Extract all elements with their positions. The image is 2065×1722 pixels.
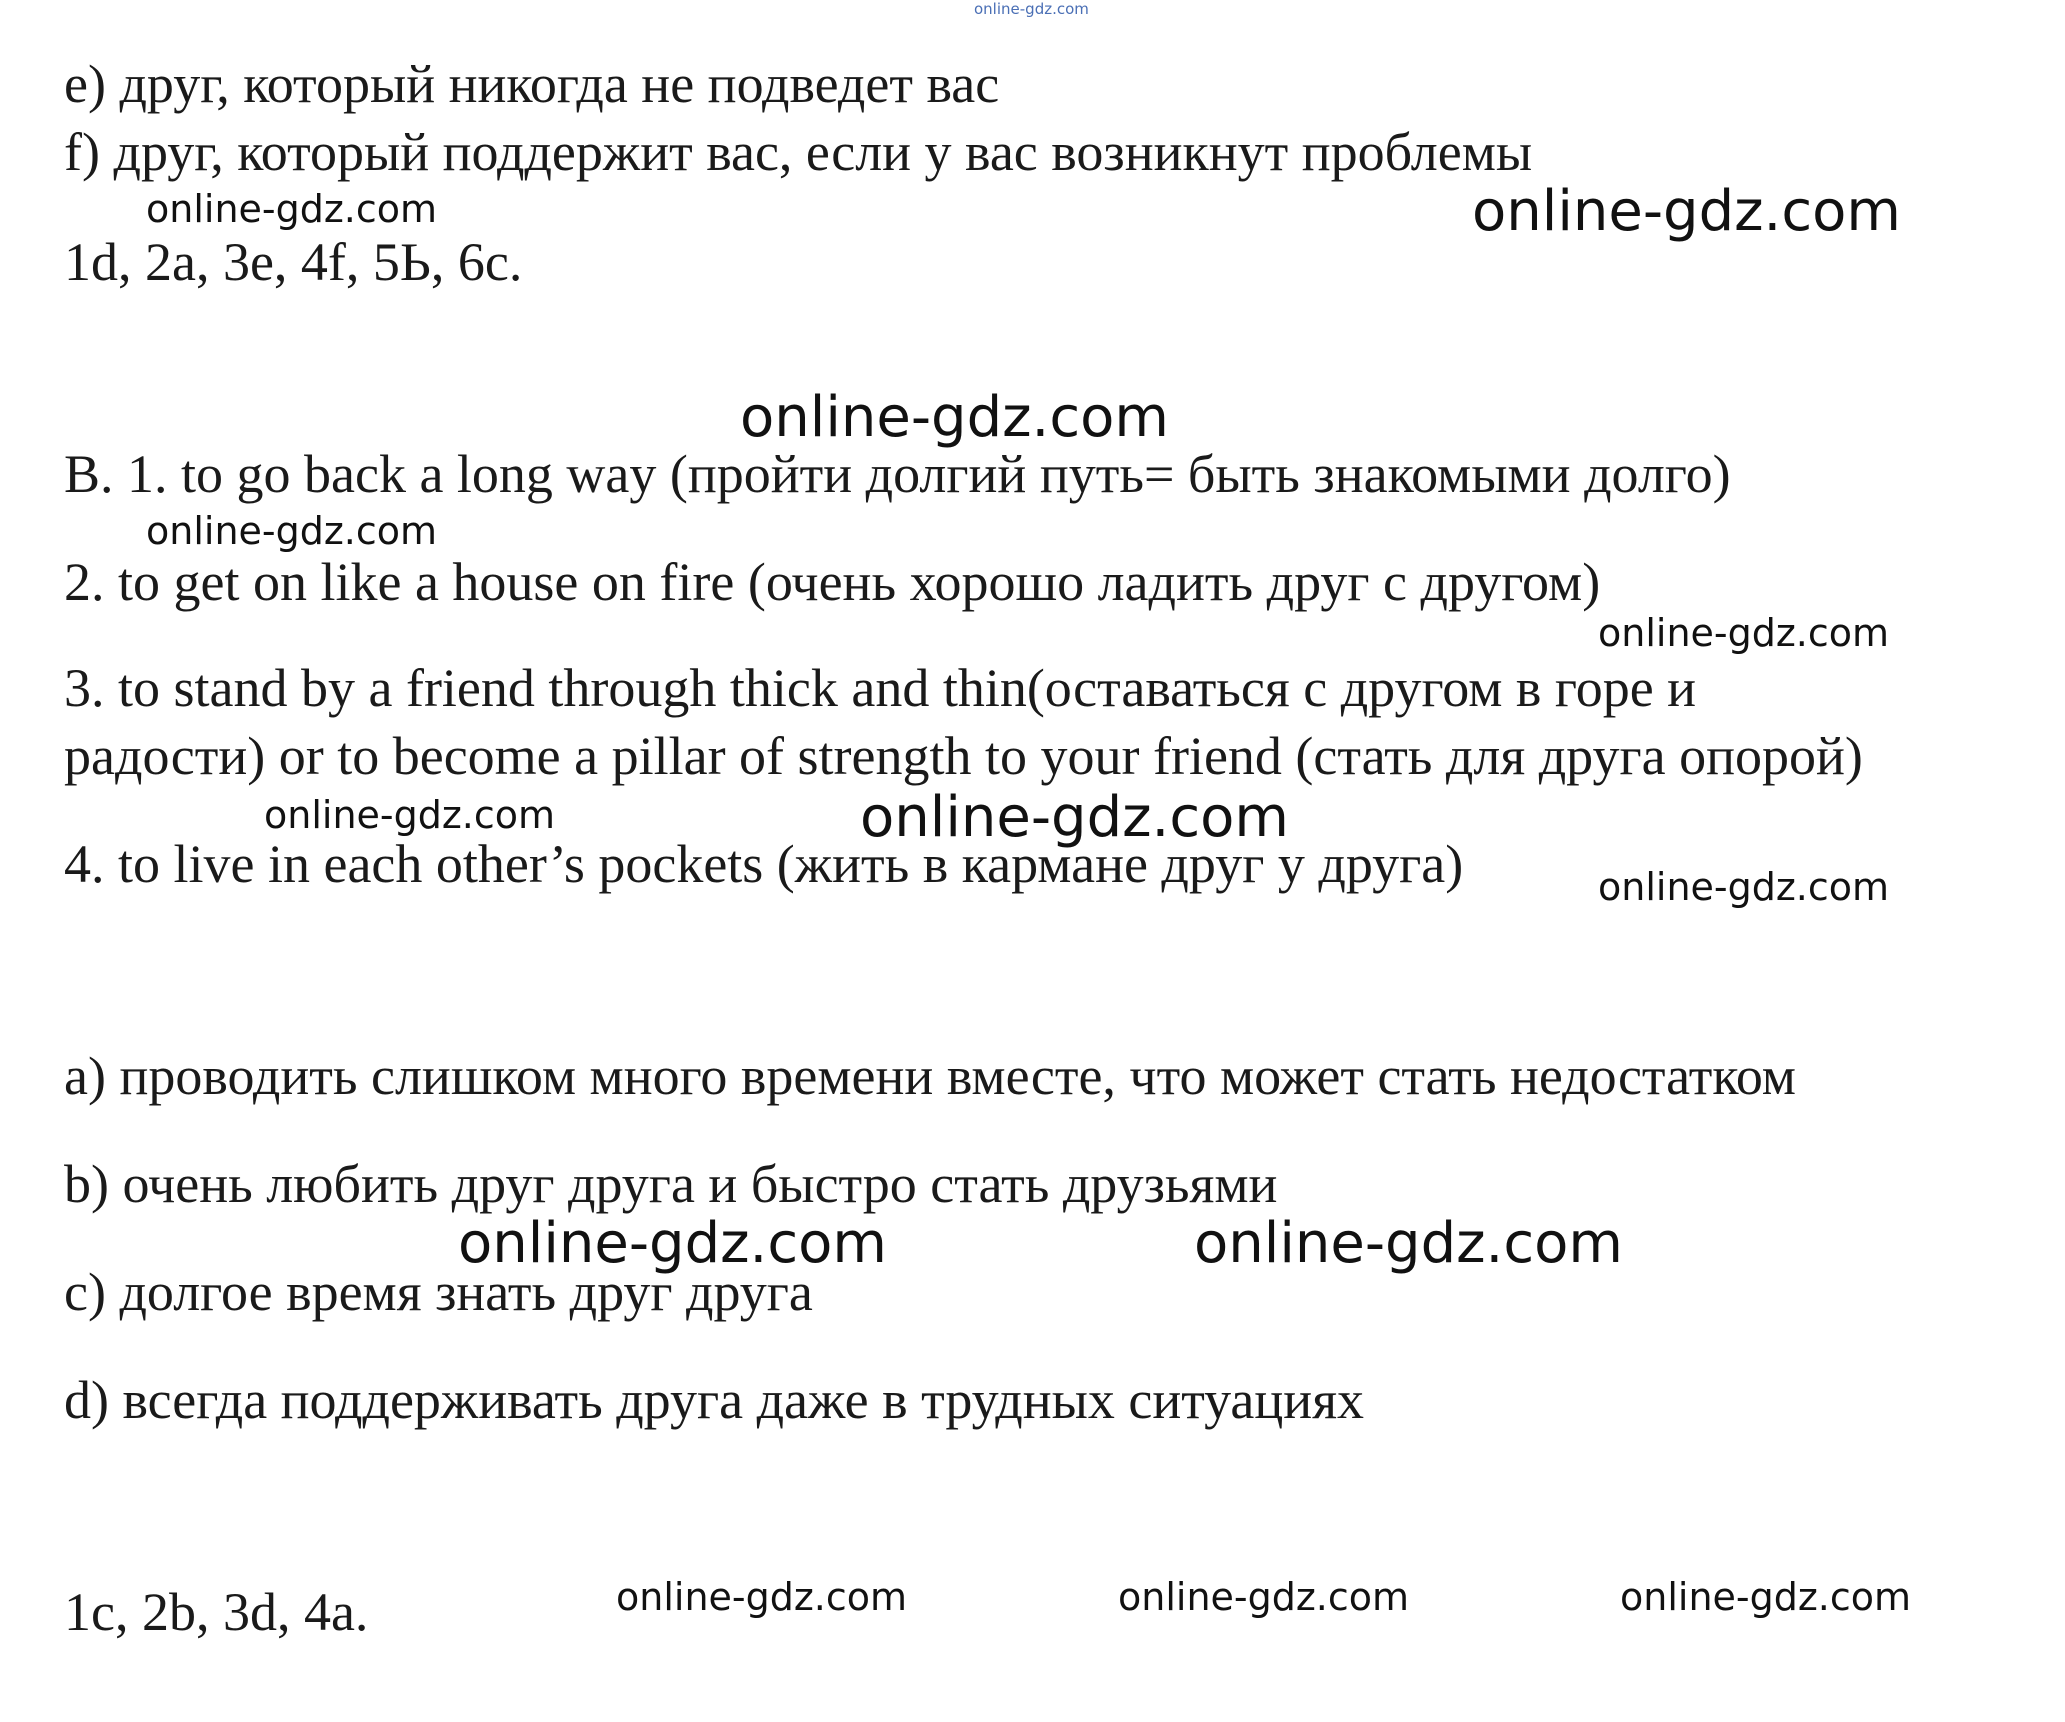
watermark: online-gdz.com bbox=[1598, 611, 1890, 655]
watermark: online-gdz.com bbox=[1620, 1575, 1912, 1619]
watermark: online-gdz.com bbox=[740, 385, 1169, 450]
definition-d-text: d) всегда поддерживать друга даже в трудных ситуациях bbox=[64, 1370, 1365, 1430]
idiom-2-text: 2. to get on like a house on fire (очень хорошо ладить друг с другом) bbox=[64, 552, 1601, 612]
option-f-text: f) друг, который поддержит вас, если у вас возникнут проблемы bbox=[64, 122, 1533, 182]
definition-b-text: b) очень любить друг друга и быстро стать друзьями bbox=[64, 1154, 1278, 1214]
watermark: online-gdz.com bbox=[616, 1575, 908, 1619]
definition-c-text: c) долгое время знать друг друга bbox=[64, 1262, 813, 1322]
answers-a-text: 1d, 2a, 3e, 4f, 5Ь, 6c. bbox=[64, 232, 523, 292]
watermark: online-gdz.com bbox=[1598, 865, 1890, 909]
idiom-3-line1-text: 3. to stand by a friend through thick and thin(оставаться с другом в горе и bbox=[64, 658, 1697, 718]
watermark: online-gdz.com bbox=[146, 509, 438, 553]
watermark: online-gdz.com bbox=[1472, 179, 1901, 244]
watermark: online-gdz.com bbox=[1194, 1211, 1623, 1276]
answers-b-text: 1c, 2b, 3d, 4a. bbox=[64, 1582, 369, 1642]
idiom-1-text: B. 1. to go back a long way (пройти долгий путь= быть знакомыми долго) bbox=[64, 444, 1731, 504]
option-e-text: e) друг, который никогда не подведет вас bbox=[64, 54, 1000, 114]
watermark: online-gdz.com bbox=[264, 793, 556, 837]
watermark: online-gdz.com bbox=[458, 1211, 887, 1276]
watermark: online-gdz.com bbox=[1118, 1575, 1410, 1619]
idiom-4-text: 4. to live in each other’s pockets (жить в кармане друг у друга) bbox=[64, 834, 1464, 894]
watermark: online-gdz.com bbox=[146, 187, 438, 231]
definition-a-text: a) проводить слишком много времени вместе, что может стать недостатком bbox=[64, 1046, 1796, 1106]
watermark: online-gdz.com bbox=[860, 785, 1289, 850]
idiom-3-line2-text: радости) or to become a pillar of strength to your friend (стать для друга опорой) bbox=[64, 726, 1863, 786]
watermark-top-tiny: online-gdz.com bbox=[974, 0, 1089, 18]
